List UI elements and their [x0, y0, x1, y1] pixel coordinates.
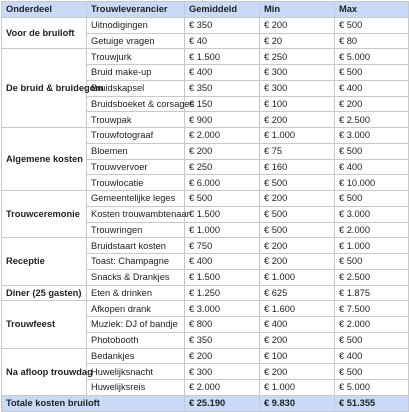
supplier-cell: Bloemen	[87, 143, 185, 159]
total-avg: € 25.190	[185, 395, 260, 411]
category-cell: De bruid & bruidegom	[2, 49, 87, 128]
max-cell: € 500	[335, 17, 409, 33]
min-cell: € 20	[260, 33, 335, 49]
max-cell: € 500	[335, 143, 409, 159]
supplier-cell: Gemeentelijke leges	[87, 191, 185, 207]
min-cell: € 400	[260, 317, 335, 333]
supplier-cell: Uitnodigingen	[87, 17, 185, 33]
min-cell: € 1.000	[260, 269, 335, 285]
min-cell: € 200	[260, 238, 335, 254]
header-trouwleverancier: Trouwleverancier	[87, 2, 185, 18]
avg-cell: € 200	[185, 143, 260, 159]
supplier-cell: Eten & drinken	[87, 285, 185, 301]
min-cell: € 625	[260, 285, 335, 301]
max-cell: € 400	[335, 159, 409, 175]
supplier-cell: Bruid make-up	[87, 65, 185, 81]
avg-cell: € 350	[185, 332, 260, 348]
avg-cell: € 350	[185, 17, 260, 33]
max-cell: € 10.000	[335, 175, 409, 191]
supplier-cell: Huwelijksnacht	[87, 364, 185, 380]
supplier-cell: Toast: Champagne	[87, 254, 185, 270]
header-row	[2, 2, 409, 18]
max-cell: € 2.500	[335, 112, 409, 128]
avg-cell: € 750	[185, 238, 260, 254]
avg-cell: € 350	[185, 80, 260, 96]
avg-cell: € 400	[185, 65, 260, 81]
avg-cell: € 1.250	[185, 285, 260, 301]
supplier-cell: Bedankjes	[87, 348, 185, 364]
avg-cell: € 2.000	[185, 380, 260, 396]
category-cell: Na afloop trouwdag	[2, 348, 87, 395]
min-cell: € 200	[260, 17, 335, 33]
max-cell: € 500	[335, 191, 409, 207]
min-cell: € 1.000	[260, 128, 335, 144]
supplier-cell: Bruidskapsel	[87, 80, 185, 96]
supplier-cell: Huwelijksreis	[87, 380, 185, 396]
table-row	[2, 191, 409, 207]
category-cell: Receptie	[2, 238, 87, 285]
header-gemiddeld: Gemiddeld	[185, 2, 260, 18]
avg-cell: € 3.000	[185, 301, 260, 317]
avg-cell: € 200	[185, 348, 260, 364]
supplier-cell: Trouwjurk	[87, 49, 185, 65]
max-cell: € 500	[335, 332, 409, 348]
table-row	[2, 348, 409, 364]
max-cell: € 5.000	[335, 49, 409, 65]
min-cell: € 300	[260, 80, 335, 96]
max-cell: € 2.000	[335, 222, 409, 238]
max-cell: € 3.000	[335, 206, 409, 222]
table-row	[2, 285, 409, 301]
table-body	[2, 17, 409, 395]
min-cell: € 200	[260, 332, 335, 348]
max-cell: € 7.500	[335, 301, 409, 317]
table-row	[2, 128, 409, 144]
avg-cell: € 900	[185, 112, 260, 128]
max-cell: € 80	[335, 33, 409, 49]
table-row	[2, 17, 409, 33]
min-cell: € 200	[260, 364, 335, 380]
max-cell: € 400	[335, 348, 409, 364]
avg-cell: € 800	[185, 317, 260, 333]
supplier-cell: Bruidsboeket & corsages	[87, 96, 185, 112]
max-cell: € 500	[335, 364, 409, 380]
supplier-cell: Trouwlocatie	[87, 175, 185, 191]
min-cell: € 1.000	[260, 380, 335, 396]
header-onderdeel: Onderdeel	[2, 2, 87, 18]
min-cell: € 75	[260, 143, 335, 159]
supplier-cell: Bruidstaart kosten	[87, 238, 185, 254]
max-cell: € 2.000	[335, 317, 409, 333]
avg-cell: € 500	[185, 191, 260, 207]
max-cell: € 2.500	[335, 269, 409, 285]
max-cell: € 5.000	[335, 380, 409, 396]
min-cell: € 300	[260, 65, 335, 81]
supplier-cell: Trouwringen	[87, 222, 185, 238]
avg-cell: € 1.500	[185, 49, 260, 65]
supplier-cell: Trouwpak	[87, 112, 185, 128]
total-max: € 51.355	[335, 395, 409, 411]
avg-cell: € 6.000	[185, 175, 260, 191]
table-row	[2, 49, 409, 65]
supplier-cell: Kosten trouwambtenaar	[87, 206, 185, 222]
total-label: Totale kosten bruiloft	[2, 395, 185, 411]
min-cell: € 1.600	[260, 301, 335, 317]
max-cell: € 500	[335, 254, 409, 270]
category-cell: Diner (25 gasten)	[2, 285, 87, 301]
avg-cell: € 150	[185, 96, 260, 112]
min-cell: € 250	[260, 49, 335, 65]
max-cell: € 1.000	[335, 238, 409, 254]
min-cell: € 500	[260, 206, 335, 222]
header-min: Min	[260, 2, 335, 18]
max-cell: € 1.875	[335, 285, 409, 301]
supplier-cell: Muziek: DJ of bandje	[87, 317, 185, 333]
min-cell: € 500	[260, 222, 335, 238]
max-cell: € 500	[335, 65, 409, 81]
min-cell: € 500	[260, 175, 335, 191]
supplier-cell: Photobooth	[87, 332, 185, 348]
min-cell: € 200	[260, 254, 335, 270]
max-cell: € 3.000	[335, 128, 409, 144]
supplier-cell: Afkopen drank	[87, 301, 185, 317]
avg-cell: € 250	[185, 159, 260, 175]
table-row	[2, 301, 409, 317]
category-cell: Voor de bruiloft	[2, 17, 87, 49]
avg-cell: € 1.500	[185, 206, 260, 222]
avg-cell: € 400	[185, 254, 260, 270]
max-cell: € 200	[335, 96, 409, 112]
avg-cell: € 300	[185, 364, 260, 380]
min-cell: € 200	[260, 112, 335, 128]
min-cell: € 160	[260, 159, 335, 175]
min-cell: € 100	[260, 96, 335, 112]
total-min: € 9.830	[260, 395, 335, 411]
table-row	[2, 238, 409, 254]
wedding-cost-table	[1, 1, 409, 412]
max-cell: € 400	[335, 80, 409, 96]
avg-cell: € 40	[185, 33, 260, 49]
supplier-cell: Trouwfotograaf	[87, 128, 185, 144]
avg-cell: € 1.500	[185, 269, 260, 285]
category-cell: Algemene kosten	[2, 128, 87, 191]
category-cell: Trouwceremonie	[2, 191, 87, 238]
total-row	[2, 395, 409, 411]
category-cell: Trouwfeest	[2, 301, 87, 348]
avg-cell: € 2.000	[185, 128, 260, 144]
min-cell: € 200	[260, 191, 335, 207]
header-max: Max	[335, 2, 409, 18]
supplier-cell: Trouwvervoer	[87, 159, 185, 175]
avg-cell: € 1.000	[185, 222, 260, 238]
supplier-cell: Getuige vragen	[87, 33, 185, 49]
supplier-cell: Snacks & Drankjes	[87, 269, 185, 285]
min-cell: € 100	[260, 348, 335, 364]
